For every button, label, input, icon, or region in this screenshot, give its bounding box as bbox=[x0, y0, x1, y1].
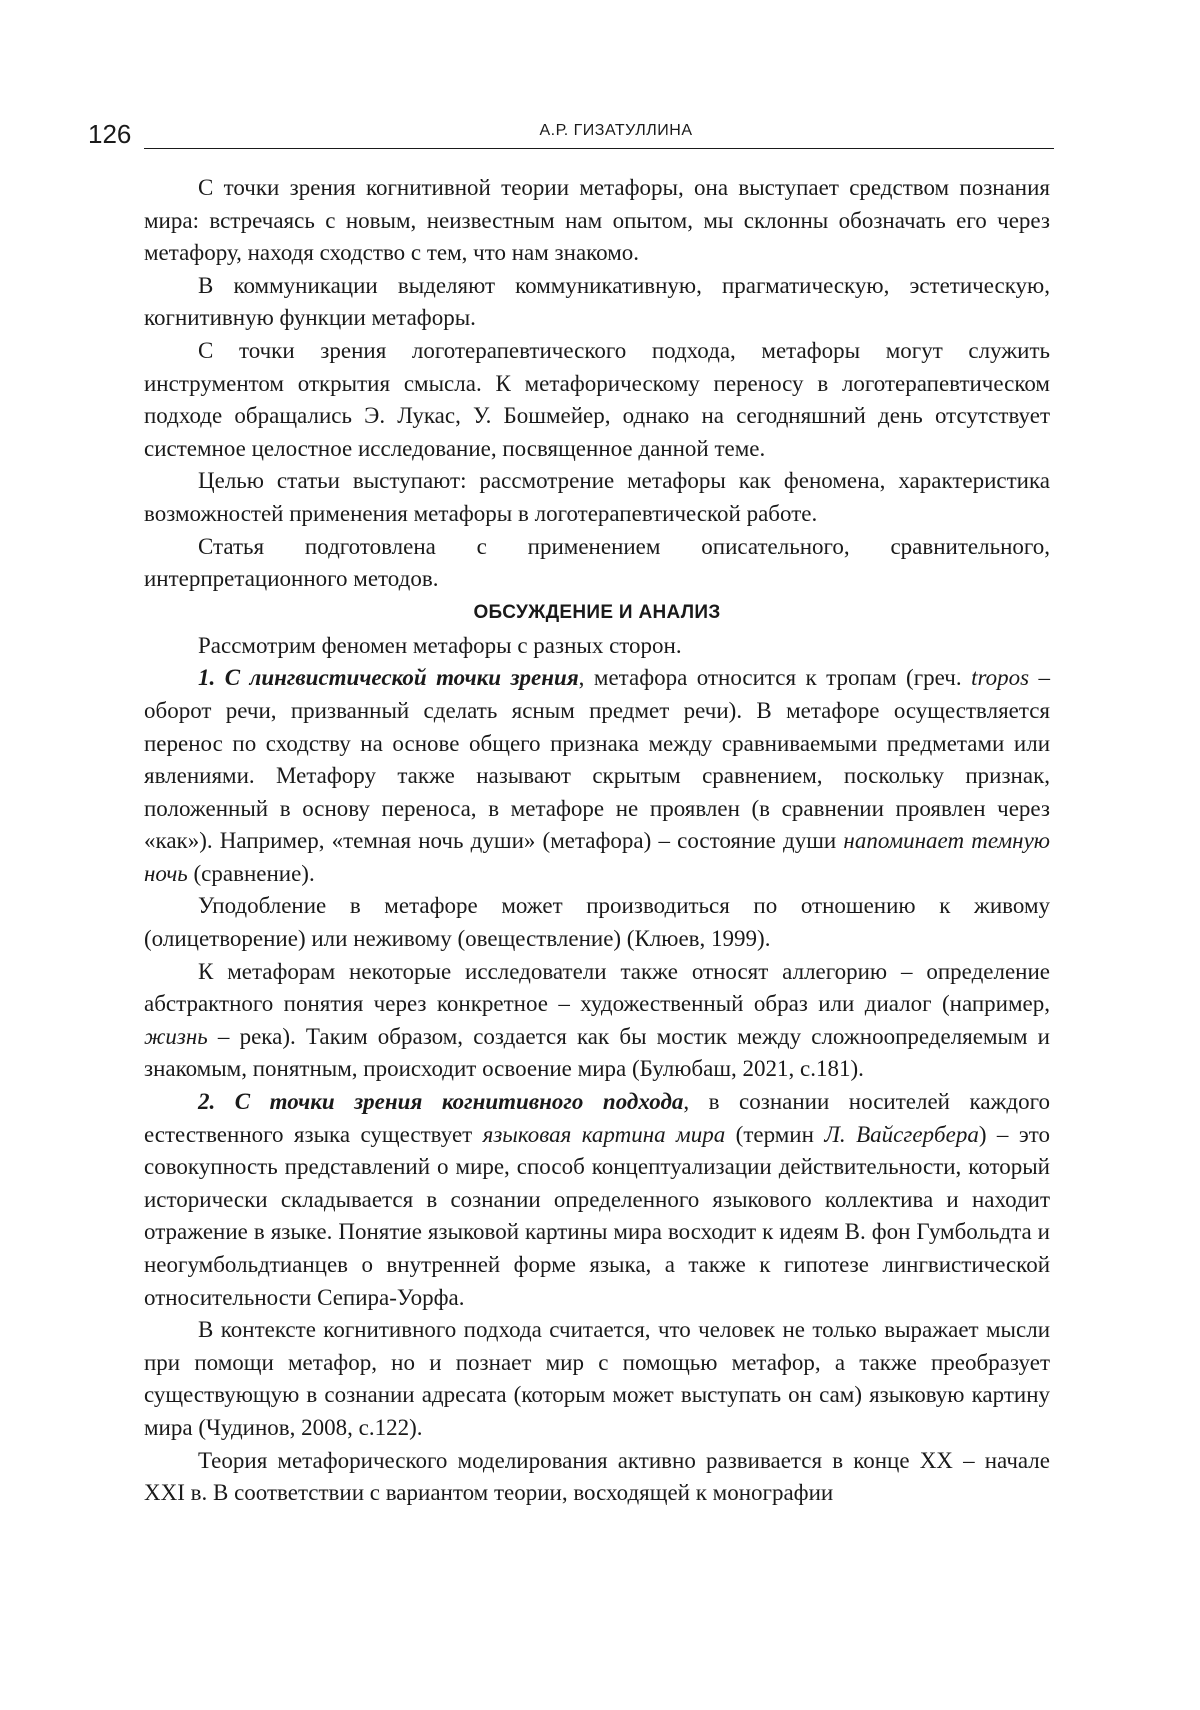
paragraph: Целью статьи выступают: рассмотрение метафоры как феномена, характеристика возможностей применения метафоры в логотерапевтической работе. bbox=[144, 468, 1050, 526]
example: напоминает темную ночь bbox=[144, 828, 1050, 886]
paragraph: Рассмотрим феномен метафоры с разных сторон. bbox=[198, 632, 682, 658]
term: языковая картина мира bbox=[482, 1121, 726, 1147]
paragraph: Уподобление в метафоре может производиться по отношению к живому (олицетворение) или неживому (овеществление) (Клюев, 1999). bbox=[144, 893, 1050, 952]
page-number: 126 bbox=[88, 119, 132, 149]
paragraph-allegory: К метафорам некоторые исследователи также относят аллегорию – определение абстрактного понятия через конкретное – художественный образ или диалог (например, жизнь – река). Таким образом, создается как бы мостик между сложноопределяемым и знакомым, понятным, происходит освоение мира (Булюбаш, 2021, с.181). bbox=[144, 958, 1050, 1082]
author: Л. Вайсгербера bbox=[824, 1121, 979, 1147]
paragraph: С точки зрения логотерапевтического подхода, метафоры могут служить инструментом открытия смысла. К метафорическому переносу в логотерапевтическом подходе обращались Э. Лукас, У. Бошмейер, однако на сегодняшний день отсутствует системное целостное исследование, посвященное данной теме. bbox=[144, 337, 1050, 461]
paragraph: С точки зрения когнитивной теории метафоры, она выступает средством познания мира: встречаясь с новым, неизвестным нам опытом, мы склонны обозначать его через метафору, находя сходство с тем, что нам знакомо. bbox=[144, 175, 1050, 266]
paragraph: Статья подготовлена с применением описательного, сравнительного, интерпретационного методов. bbox=[144, 533, 1050, 592]
header-rule bbox=[144, 148, 1054, 149]
item-lead: 2. С точки зрения когнитивного подхода bbox=[198, 1089, 684, 1115]
paragraph: Теория метафорического моделирования активно развивается в конце XX – начале XXI в. В соответствии с вариантом теории, восходящей к монографии bbox=[144, 1447, 1050, 1506]
paragraph: В контексте когнитивного подхода считается, что человек не только выражает мысли при помощи метафор, но и познает мир с помощью метафор, а также преобразует существующую в сознании адресата (которым может выступать он сам) языковую картину мира (Чудинов, 2008, с.122). bbox=[144, 1317, 1050, 1440]
item-lead: 1. С лингвистической точки зрения bbox=[198, 665, 579, 691]
page-header bbox=[88, 118, 1054, 152]
section-heading: ОБСУЖДЕНИЕ И АНАЛИЗ bbox=[473, 601, 721, 623]
paragraph-cognitive-approach: 2. С точки зрения когнитивного подхода, в сознании носителей каждого естественного языка существует языковая картина мира (термин Л. Вайсгербера) – это совокупность представлений о мире, способ концептуализации действительности, который исторически складывается в сознании определенного языкового коллектива и находит отражение в языке. Понятие языковой картины мира восходит к идеям В. фон Гумбольдта и неогумбольдтианцев о внутренней форме языка, а также к гипотезе лингвистической относительности Сепира-Уорфа. bbox=[144, 1089, 1050, 1310]
example: жизнь bbox=[144, 1023, 208, 1049]
running-head: А.Р. ГИЗАТУЛЛИНА bbox=[539, 122, 693, 139]
paragraph: В коммуникации выделяют коммуникативную, прагматическую, эстетическую, когнитивную функции метафоры. bbox=[144, 272, 1050, 331]
paragraph-linguistic: 1. С лингвистической точки зрения, метафора относится к тропам (греч. tropos – оборот речи, призванный сделать ясным предмет речи). В метафоре осуществляется перенос по сходству на основе общего признака между сравниваемыми предметами или явлениями. Метафору также называют скрытым сравнением, поскольку признак, положенный в основу переноса, в метафоре не проявлен (в сравнении проявлен через «как»). Например, «темная ночь души» (метафора) – состояние души напоминает темную ночь (сравнение). bbox=[144, 665, 1051, 886]
term: tropos bbox=[971, 665, 1030, 691]
article-body bbox=[144, 172, 1050, 1510]
